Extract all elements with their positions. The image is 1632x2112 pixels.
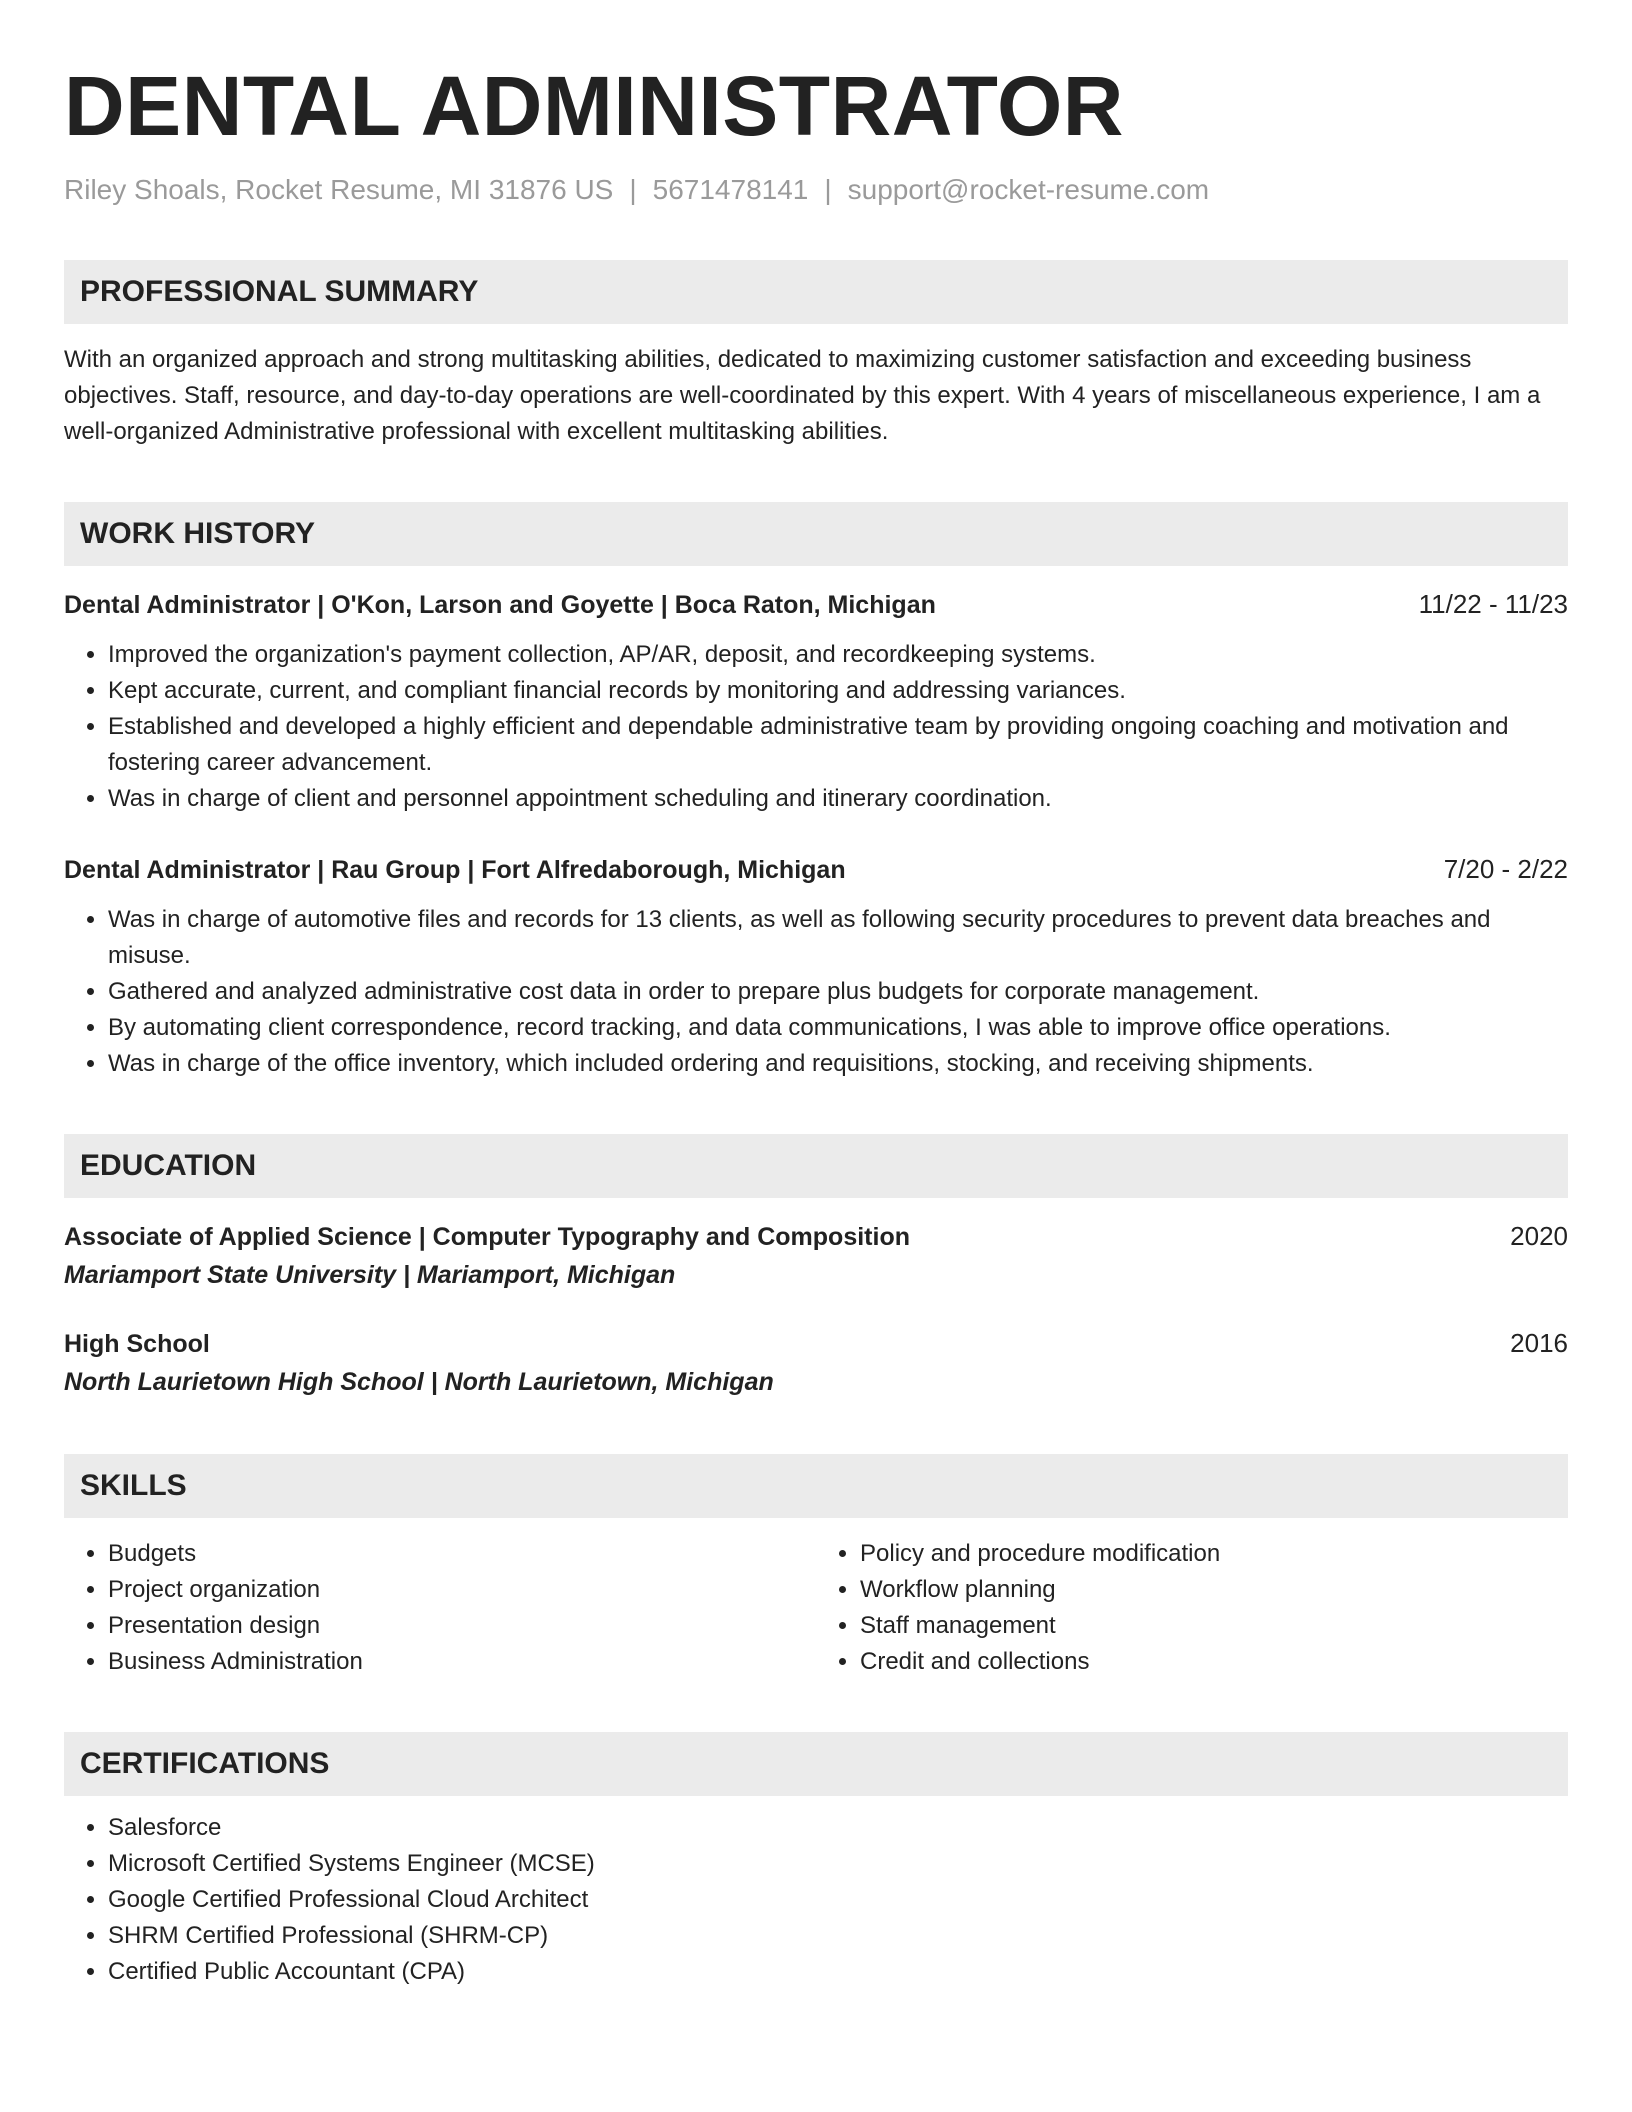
list-item: • Was in charge of client and personnel appointment scheduling and itinerary coordination. bbox=[108, 781, 1568, 817]
contact-email: support@rocket-resume.com bbox=[847, 174, 1210, 205]
list-item: • Presentation design bbox=[108, 1608, 816, 1644]
list-item: • Microsoft Certified Systems Engineer (MCSE) bbox=[108, 1846, 1568, 1882]
list-item: • Salesforce bbox=[108, 1810, 1568, 1846]
list-item: • Credit and collections bbox=[860, 1644, 1568, 1680]
education-school: North Laurietown High School | North Laurietown, Michigan bbox=[64, 1368, 774, 1396]
list-item: • Business Administration bbox=[108, 1644, 816, 1680]
job-entry bbox=[64, 851, 1568, 1082]
list-item: • Gathered and analyzed administrative cost data in order to prepare plus budgets for corporate management. bbox=[108, 974, 1568, 1010]
skills-columns bbox=[64, 1536, 1568, 1680]
list-item: • Certified Public Accountant (CPA) bbox=[108, 1954, 1568, 1990]
education-entry bbox=[64, 1218, 1568, 1295]
section-header-skills: SKILLS bbox=[64, 1454, 1568, 1518]
list-item: • Kept accurate, current, and compliant financial records by monitoring and addressing variances. bbox=[108, 673, 1568, 709]
education-school: Mariamport State University | Mariamport, Michigan bbox=[64, 1261, 676, 1289]
job-title: Dental Administrator | Rau Group | Fort Alfredaborough, Michigan bbox=[64, 856, 846, 884]
education-entry bbox=[64, 1325, 1568, 1402]
job-bullets bbox=[64, 637, 1568, 817]
list-item: • Budgets bbox=[108, 1536, 816, 1572]
section-header-summary: PROFESSIONAL SUMMARY bbox=[64, 260, 1568, 324]
job-header bbox=[64, 851, 1568, 888]
contact-separator: | bbox=[824, 174, 832, 205]
education-degree: Associate of Applied Science | Computer Typography and Composition bbox=[64, 1223, 910, 1251]
list-item: • Policy and procedure modification bbox=[860, 1536, 1568, 1572]
contact-phone: 5671478141 bbox=[652, 174, 809, 205]
contact-address: Riley Shoals, Rocket Resume, MI 31876 US bbox=[64, 174, 614, 205]
list-item: • Was in charge of the office inventory, which included ordering and requisitions, stocking, and receiving shipments. bbox=[108, 1046, 1568, 1082]
contact-line bbox=[64, 172, 1568, 208]
list-item: • By automating client correspondence, record tracking, and data communications, I was able to improve office operations. bbox=[108, 1010, 1568, 1046]
list-item: • Project organization bbox=[108, 1572, 816, 1608]
job-bullets bbox=[64, 902, 1568, 1082]
list-item: • Workflow planning bbox=[860, 1572, 1568, 1608]
list-item: • Established and developed a highly efficient and dependable administrative team by providing ongoing coaching and motivation and fostering career advancement. bbox=[108, 709, 1568, 781]
list-item: • Staff management bbox=[860, 1608, 1568, 1644]
job-dates: 7/20 - 2/22 bbox=[1443, 854, 1568, 884]
education-year: 2020 bbox=[1510, 1221, 1568, 1251]
job-title: Dental Administrator | O'Kon, Larson and Goyette | Boca Raton, Michigan bbox=[64, 591, 936, 619]
contact-separator: | bbox=[629, 174, 637, 205]
education-header bbox=[64, 1325, 1568, 1362]
skills-list-left bbox=[64, 1536, 816, 1680]
section-header-education: EDUCATION bbox=[64, 1134, 1568, 1198]
job-dates: 11/22 - 11/23 bbox=[1418, 589, 1568, 619]
list-item: • Google Certified Professional Cloud Architect bbox=[108, 1882, 1568, 1918]
summary-text: With an organized approach and strong multitasking abilities, dedicated to maximizing customer satisfaction and exceeding business objectives. Staff, resource, and day-to-day operations are well-coordinated by this expert. With 4 years of miscellaneous experience, I am a well-organized Administrative professional with excellent multitasking abilities. bbox=[64, 346, 1541, 445]
section-header-work-history: WORK HISTORY bbox=[64, 502, 1568, 566]
job-header bbox=[64, 586, 1568, 623]
certifications-list bbox=[64, 1810, 1568, 1990]
skills-list-right bbox=[816, 1536, 1568, 1680]
list-item: • Was in charge of automotive files and records for 13 clients, as well as following security procedures to prevent data breaches and misuse. bbox=[108, 902, 1568, 974]
job-entry bbox=[64, 586, 1568, 817]
education-degree: High School bbox=[64, 1330, 210, 1358]
list-item: • Improved the organization's payment collection, AP/AR, deposit, and recordkeeping systems. bbox=[108, 637, 1568, 673]
education-header bbox=[64, 1218, 1568, 1255]
education-year: 2016 bbox=[1510, 1328, 1568, 1358]
resume-title: DENTAL ADMINISTRATOR bbox=[64, 59, 1124, 153]
list-item: • SHRM Certified Professional (SHRM-CP) bbox=[108, 1918, 1568, 1954]
section-header-certifications: CERTIFICATIONS bbox=[64, 1732, 1568, 1796]
